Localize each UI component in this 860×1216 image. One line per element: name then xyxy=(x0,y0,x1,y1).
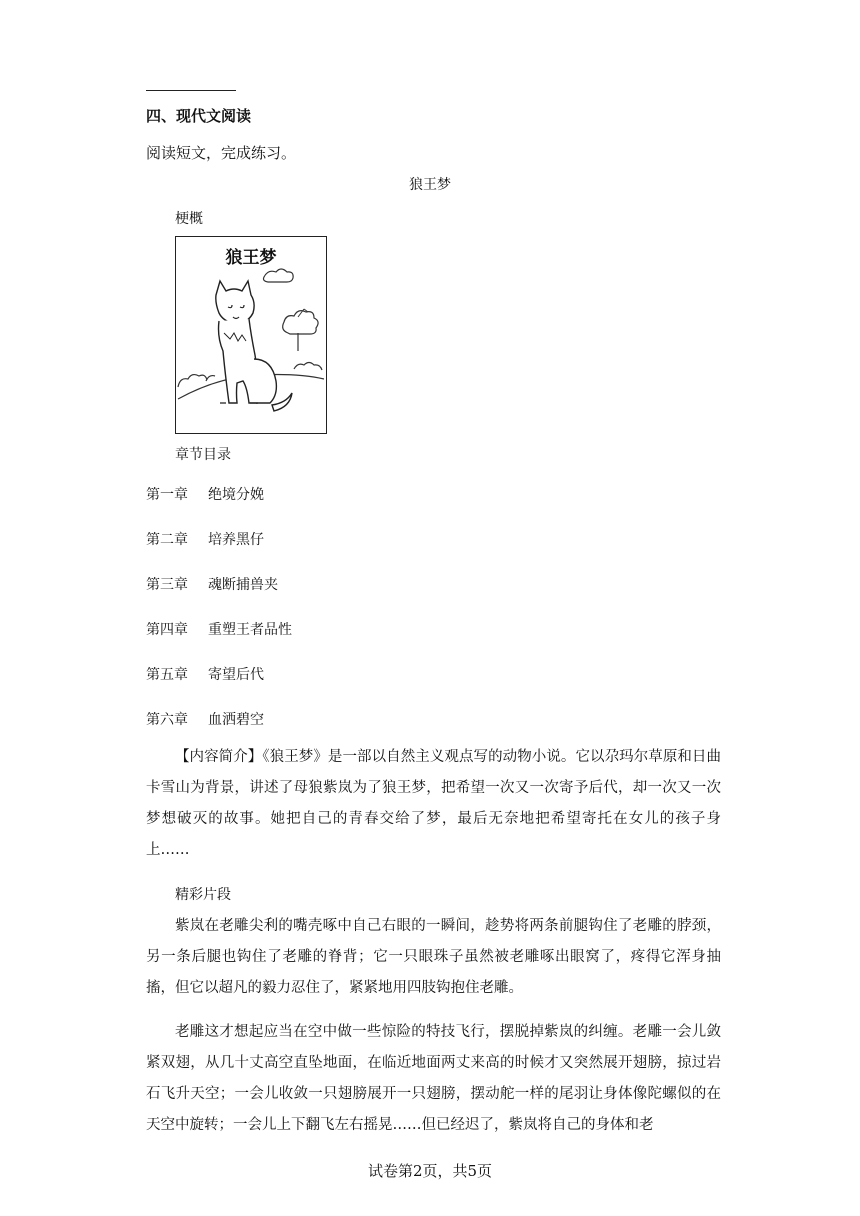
toc-item xyxy=(146,619,292,639)
toc-name: 寄望后代 xyxy=(208,667,264,683)
toc-number: 第六章 xyxy=(146,712,188,728)
toc-item xyxy=(146,574,278,594)
toc-name: 魂断捕兽夹 xyxy=(208,577,278,593)
wolf-cover-illustration-icon xyxy=(176,237,326,433)
excerpt-paragraph-1: 紫岚在老雕尖利的嘴壳啄中自己右眼的一瞬间，趁势将两条前腿钩住了老雕的脖颈，另一条后腿也钩住了老雕的脊背；它一只眼珠子虽然被老雕啄出眼窝了，疼得它浑身抽搐，但它以超凡的毅力忍住了，紧紧地用四肢钩抱住老雕。 xyxy=(146,918,721,996)
outline-label: 梗概 xyxy=(175,211,203,227)
excerpt-paragraph-2: 老雕这才想起应当在空中做一些惊险的特技飞行，摆脱掉紫岚的纠缠。老雕一会儿敛紧双翅，从几十丈高空直坠地面，在临近地面两丈来高的时候才又突然展开翅膀，掠过岩石飞升天空；一会儿收敛一只翅膀展开一只翅膀，摆动舵一样的尾羽让身体像陀螺似的在天空中旋转；一会儿上下翻飞左右摇晃……但已经迟了，紫岚将自己的身体和老 xyxy=(146,1024,721,1133)
toc-number: 第四章 xyxy=(146,622,188,638)
toc-name: 绝境分娩 xyxy=(208,487,264,503)
toc-item xyxy=(146,664,264,684)
book-cover xyxy=(175,236,327,434)
cover-title: 狼王梦 xyxy=(225,248,277,268)
toc-number: 第三章 xyxy=(146,577,188,593)
top-rule xyxy=(146,90,236,91)
page-footer: 试卷第2页，共5页 xyxy=(367,1162,493,1180)
toc-item xyxy=(146,484,264,504)
toc-name: 培养黑仔 xyxy=(208,532,264,548)
excerpt-label: 精彩片段 xyxy=(175,887,231,903)
intro-paragraph: 【内容简介】《狼王梦》是一部以自然主义观点写的动物小说。它以尕玛尔草原和日曲卡雪山为背景，讲述了母狼紫岚为了狼王梦，把希望一次又一次寄予后代，却一次又一次梦想破灭的故事。她把自己的青春交给了梦，最后无奈地把希望寄托在女儿的孩子身上…… xyxy=(146,749,721,858)
toc-name: 血洒碧空 xyxy=(208,712,264,728)
toc-number: 第一章 xyxy=(146,487,188,503)
section-heading: 四、现代文阅读 xyxy=(146,107,252,125)
toc-item xyxy=(146,709,264,729)
toc-number: 第五章 xyxy=(146,667,188,683)
story-title: 狼王梦 xyxy=(409,177,451,193)
instruction-text: 阅读短文，完成练习。 xyxy=(146,144,297,162)
toc-name: 重塑王者品性 xyxy=(208,622,292,638)
toc-item xyxy=(146,529,264,549)
toc-number: 第二章 xyxy=(146,532,188,548)
toc-label: 章节目录 xyxy=(175,447,231,463)
